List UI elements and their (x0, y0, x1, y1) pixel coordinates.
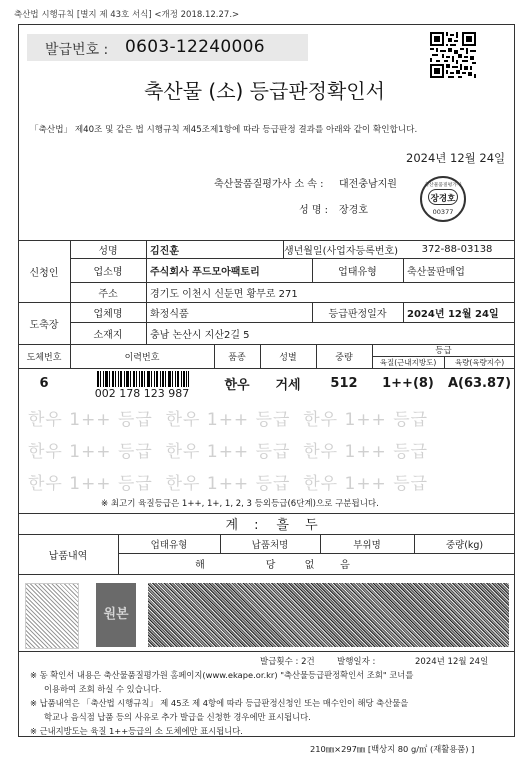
delivery-value-type: 해 (195, 560, 205, 571)
col-weight: 중량 (335, 352, 353, 363)
issue-date: 2024년 12월 24일 (406, 151, 506, 165)
col-trace-id: 이력번호 (124, 352, 160, 363)
form-header: 축산법 시행규칙 [별지 제 43호 서식] <개정 2018.12.27.> (14, 10, 240, 20)
delivery-value-part: 음 (340, 560, 350, 571)
watermark-row-2: 한우 1++ 등급 한우 1++ 등급 한우 1++ 등급 (28, 442, 429, 462)
applicant-biz-label: 업소명 (93, 266, 123, 278)
footnote-4: 학교나 음식점 납품 등의 사유로 추가 발급을 신청한 경우에만 표시됩니다. (44, 712, 311, 722)
issue-date2-label: 발행일자 : (337, 657, 376, 667)
evaluator-name-value: 장경호 (339, 205, 368, 216)
sex: 거세 (275, 377, 301, 393)
col-yield: 육량(육량지수) (454, 357, 505, 367)
footnote-2: 이용하여 조회 하실 수 있습니다. (44, 684, 162, 694)
issue-number: 0603-12240006 (125, 37, 265, 57)
delivery-col-part: 부위명 (353, 539, 381, 551)
evaluator-affil-label: 축산물품질평가사 소 속 : (214, 179, 324, 190)
security-noise-pattern (148, 583, 509, 647)
applicant-name-label: 성명 (98, 245, 118, 257)
issue-count: 발급횟수 : 2건 (260, 657, 315, 667)
applicant-name-value: 김진훈 (150, 245, 179, 257)
col-sex: 성별 (279, 352, 297, 363)
seal-number: 00377 (432, 208, 454, 216)
carcass-no: 6 (39, 375, 49, 391)
trace-id: 002 178 123 987 (94, 387, 190, 400)
qr-code (430, 32, 476, 78)
legal-text: 「축산법」 제40조 및 같은 법 시행규칙 제45조제1항에 따라 등급판정 결과를 아래와 같이 확인합니다. (30, 125, 418, 135)
grade-note: ※ 최고기 육질등급은 1++, 1+, 1, 2, 3 등외등급(6단계)으로 구분됩니다. (101, 499, 379, 509)
evaluator-seal (420, 176, 466, 222)
paper-spec: 210㎜×297㎜ [백상지 80 g/㎡ (재활용품) ] (310, 744, 475, 754)
col-breed: 품종 (228, 352, 246, 363)
evaluator-name-label: 성 명 : (299, 205, 329, 216)
watermark-row-3: 한우 1++ 등급 한우 1++ 등급 한우 1++ 등급 (28, 474, 429, 494)
delivery-section-label: 납품내역 (48, 550, 88, 562)
barcode (97, 371, 189, 387)
total-label: 계 : (225, 518, 265, 533)
applicant-section-label: 신청인 (29, 267, 59, 279)
applicant-biz-value: 주식회사 푸드모아팩토리 (150, 266, 260, 278)
seal-name-text: 장경호 (430, 194, 456, 204)
issue-number-label: 발급번호 : (45, 42, 109, 58)
slaughter-biz-value: 화정식품 (150, 308, 189, 320)
slaughter-loc-value: 충남 논산시 지산2길 5 (150, 329, 250, 341)
footnote-3: ※ 납품내역은 「축산법 시행규칙」 제 45조 제 4항에 따라 등급판정신청인 또는 매수인이 해당 축산물을 (30, 698, 409, 708)
slaughter-date-label: 등급판정일자 (328, 308, 387, 320)
applicant-addr-value: 경기도 이천시 신둔면 황무로 271 (150, 288, 298, 300)
applicant-birth-label: 생년월일(사업자등록번호) (283, 245, 399, 257)
footnote-5: ※ 근내지방도는 육질 1++등급의 소 도체에만 표시됩니다. (30, 726, 243, 736)
total-value: 흘 두 (276, 518, 324, 533)
seal-top-text: 축산물품질평가사 (424, 183, 462, 188)
slaughter-section-label: 도축장 (29, 319, 59, 331)
applicant-birth-value: 372-88-03138 (421, 243, 493, 255)
delivery-col-type: 업태유형 (150, 539, 188, 551)
original-stamp-text: 원본 (103, 607, 129, 622)
weight: 512 (330, 375, 358, 391)
footnote-1: ※ 동 확인서 내용은 축산물품질평가원 홈페이지(www.ekape.or.kr) "축산물등급판정확인서 조회" 코너를 (30, 670, 414, 680)
applicant-addr-label: 주소 (98, 288, 118, 300)
security-pattern-left (25, 583, 79, 649)
applicant-type-label: 업태유형 (338, 266, 377, 278)
breed: 한우 (224, 377, 250, 393)
delivery-col-weight: 중량(kg) (445, 539, 484, 551)
slaughter-biz-label: 업체명 (93, 308, 123, 320)
watermark-row-1: 한우 1++ 등급 한우 1++ 등급 한우 1++ 등급 (28, 410, 429, 430)
page-title: 축산물 (소) 등급판정확인서 (144, 79, 385, 103)
col-carcass-no: 도체번호 (26, 352, 62, 363)
col-grade: 등급 (435, 346, 452, 356)
slaughter-loc-label: 소재지 (93, 329, 123, 341)
evaluator-affil-value: 대전충남지원 (339, 179, 397, 190)
applicant-type-value: 축산물판매업 (407, 266, 465, 278)
delivery-col-dest: 납품처명 (251, 539, 289, 551)
quality-grade: 1++(8) (382, 375, 434, 391)
yield-grade: A(63.87) (447, 375, 512, 391)
issue-date2: 2024년 12월 24일 (415, 657, 489, 667)
col-quality: 육질(근내지방도) (379, 357, 437, 367)
delivery-value-dest: 당 없 (265, 560, 315, 571)
slaughter-date-value: 2024년 12월 24일 (407, 308, 499, 320)
